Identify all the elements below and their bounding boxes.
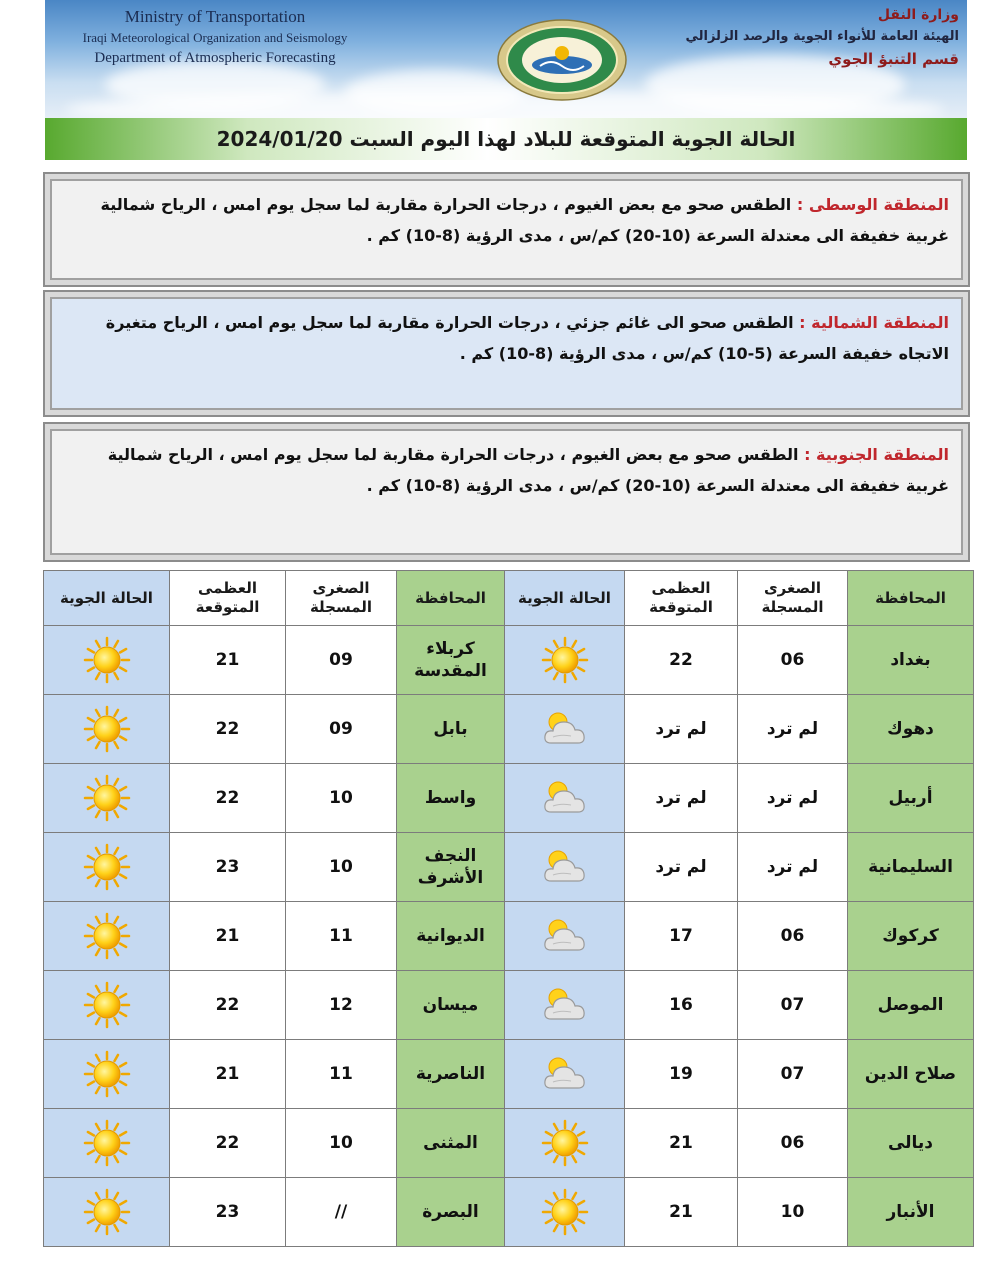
ministry-name-ar: وزارة النقل (877, 7, 959, 23)
min-temp-cell: 10 (286, 764, 397, 833)
min-temp-cell: لم ترد (738, 695, 848, 764)
weather-cell (44, 971, 170, 1040)
sun-icon (541, 636, 589, 684)
region-box (50, 429, 963, 555)
region-name: المنطقة الشمالية (811, 313, 949, 332)
weather-cell (505, 1109, 625, 1178)
max-temp-cell: 21 (170, 1040, 286, 1109)
weather-cell (44, 1109, 170, 1178)
sun-icon (83, 843, 131, 891)
weather-cell (44, 902, 170, 971)
max-temp-cell: لم ترد (625, 695, 738, 764)
sun-icon (83, 774, 131, 822)
english-letterhead (55, 6, 375, 69)
min-temp-cell: 09 (286, 695, 397, 764)
organization-name-en: Iraqi Meteorological Organization and Seismology (82, 30, 348, 45)
max-temp-cell: 19 (625, 1040, 738, 1109)
weather-cell (44, 695, 170, 764)
min-temp-cell: 12 (286, 971, 397, 1040)
weather-cell (505, 764, 625, 833)
max-temp-cell: لم ترد (625, 833, 738, 902)
region-south (43, 422, 970, 562)
header-min-recorded: الصغرى المسجلة (286, 571, 397, 626)
province-cell: السليمانية (848, 833, 974, 902)
partly-cloudy-icon (541, 843, 589, 891)
province-cell: الديوانية (397, 902, 505, 971)
partly-cloudy-icon (541, 774, 589, 822)
province-cell: أربيل (848, 764, 974, 833)
weather-cell (44, 833, 170, 902)
min-temp-cell: 10 (286, 1109, 397, 1178)
province-cell: صلاح الدين (848, 1040, 974, 1109)
organization-logo-icon (496, 18, 628, 102)
header-province: المحافظة (848, 571, 974, 626)
sun-icon (83, 636, 131, 684)
province-cell: واسط (397, 764, 505, 833)
title-bar (45, 118, 967, 160)
province-cell: كربلاء المقدسة (397, 626, 505, 695)
max-temp-cell: 23 (170, 1178, 286, 1247)
weather-cell (505, 626, 625, 695)
province-cell: الموصل (848, 971, 974, 1040)
province-cell: المثنى (397, 1109, 505, 1178)
department-name-ar: قسم التنبؤ الجوي (828, 50, 959, 68)
weather-cell (505, 1178, 625, 1247)
region-box (50, 297, 963, 410)
header-min-recorded: الصغرى المسجلة (738, 571, 848, 626)
header-max-expected: العظمى المتوقعة (170, 571, 286, 626)
table-row (44, 695, 974, 764)
max-temp-cell: 16 (625, 971, 738, 1040)
max-temp-cell: 23 (170, 833, 286, 902)
partly-cloudy-icon (541, 912, 589, 960)
ministry-name-en: Ministry of Transportation (124, 7, 306, 26)
min-temp-cell: 10 (738, 1178, 848, 1247)
min-temp-cell: 11 (286, 1040, 397, 1109)
weather-cell (505, 695, 625, 764)
province-cell: ديالى (848, 1109, 974, 1178)
forecast-table (43, 570, 974, 1247)
max-temp-cell: 22 (170, 971, 286, 1040)
min-temp-cell: 09 (286, 626, 397, 695)
sun-icon (83, 1050, 131, 1098)
province-cell: بغداد (848, 626, 974, 695)
header-province: المحافظة (397, 571, 505, 626)
max-temp-cell: لم ترد (625, 764, 738, 833)
table-row (44, 971, 974, 1040)
max-temp-cell: 17 (625, 902, 738, 971)
weather-cell (44, 1040, 170, 1109)
min-temp-cell: 11 (286, 902, 397, 971)
region-colon: : (799, 313, 806, 332)
max-temp-cell: 22 (170, 764, 286, 833)
province-cell: كركوك (848, 902, 974, 971)
table-row (44, 1178, 974, 1247)
max-temp-cell: 22 (170, 695, 286, 764)
table-row (44, 833, 974, 902)
region-colon: : (796, 195, 804, 214)
weather-cell (505, 1040, 625, 1109)
letterhead (45, 0, 967, 118)
sun-icon (541, 1119, 589, 1167)
header-max-expected: العظمى المتوقعة (625, 571, 738, 626)
province-cell: بابل (397, 695, 505, 764)
province-cell: دهوك (848, 695, 974, 764)
weather-cell (505, 833, 625, 902)
max-temp-cell: 22 (625, 626, 738, 695)
weather-cell (44, 626, 170, 695)
region-forecast-text: الطقس صحو الى غائم جزئي ، درجات الحرارة مقاربة لما سجل يوم امس ، الرياح متغيرة الاتجاه خفيفة السرعة (5-10) كم/س ، مدى الرؤية (8-10) كم . (105, 313, 949, 363)
sun-icon (83, 705, 131, 753)
header-weather: الحالة الجوية (44, 571, 170, 626)
sun-icon (83, 1188, 131, 1236)
min-temp-cell: // (286, 1178, 397, 1247)
province-cell: الناصرية (397, 1040, 505, 1109)
sun-icon (83, 912, 131, 960)
weather-cell (505, 971, 625, 1040)
organization-name-ar: الهيئة العامة للأنواء الجوية والرصد الزلزالي (685, 29, 959, 44)
max-temp-cell: 21 (625, 1178, 738, 1247)
min-temp-cell: لم ترد (738, 833, 848, 902)
min-temp-cell: 10 (286, 833, 397, 902)
min-temp-cell: 07 (738, 971, 848, 1040)
max-temp-cell: 21 (170, 626, 286, 695)
partly-cloudy-icon (541, 705, 589, 753)
sun-icon (83, 981, 131, 1029)
min-temp-cell: 06 (738, 902, 848, 971)
table-header-row (44, 571, 974, 626)
min-temp-cell: لم ترد (738, 764, 848, 833)
region-name: المنطقة الجنوبية (816, 445, 949, 464)
table-row (44, 902, 974, 971)
min-temp-cell: 07 (738, 1040, 848, 1109)
min-temp-cell: 06 (738, 626, 848, 695)
region-colon: : (804, 445, 811, 464)
province-cell: النجف الأشرف (397, 833, 505, 902)
region-box (50, 179, 963, 280)
page-title: الحالة الجوية المتوقعة للبلاد لهذا اليوم السبت 2024/01/20 (216, 127, 796, 151)
min-temp-cell: 06 (738, 1109, 848, 1178)
weather-cell (44, 764, 170, 833)
region-name: المنطقة الوسطى (808, 195, 949, 214)
arabic-letterhead (659, 4, 959, 70)
region-forecast-text: الطقس صحو مع بعض الغيوم ، درجات الحرارة مقاربة لما سجل يوم امس ، الرياح شمالية غربية خفيفة الى معتدلة السرعة (10-20) كم/س ، مدى الرؤية (8-10) كم . (107, 445, 949, 495)
province-cell: البصرة (397, 1178, 505, 1247)
sun-icon (83, 1119, 131, 1167)
region-central (43, 172, 970, 287)
table-row (44, 1109, 974, 1178)
header-weather: الحالة الجوية (505, 571, 625, 626)
table-row (44, 1040, 974, 1109)
department-name-en: Department of Atmospheric Forecasting (94, 50, 336, 66)
region-forecast-text: الطقس صحو مع بعض الغيوم ، درجات الحرارة مقاربة لما سجل يوم امس ، الرياح شمالية غربية خفيفة الى معتدلة السرعة (10-20) كم/س ، مدى الرؤية (8-10) كم . (100, 195, 949, 245)
weather-cell (44, 1178, 170, 1247)
table-row (44, 626, 974, 695)
partly-cloudy-icon (541, 1050, 589, 1098)
table-row (44, 764, 974, 833)
province-cell: الأنبار (848, 1178, 974, 1247)
max-temp-cell: 21 (170, 902, 286, 971)
partly-cloudy-icon (541, 981, 589, 1029)
max-temp-cell: 21 (625, 1109, 738, 1178)
province-cell: ميسان (397, 971, 505, 1040)
region-north (43, 290, 970, 417)
sun-icon (541, 1188, 589, 1236)
max-temp-cell: 22 (170, 1109, 286, 1178)
weather-cell (505, 902, 625, 971)
